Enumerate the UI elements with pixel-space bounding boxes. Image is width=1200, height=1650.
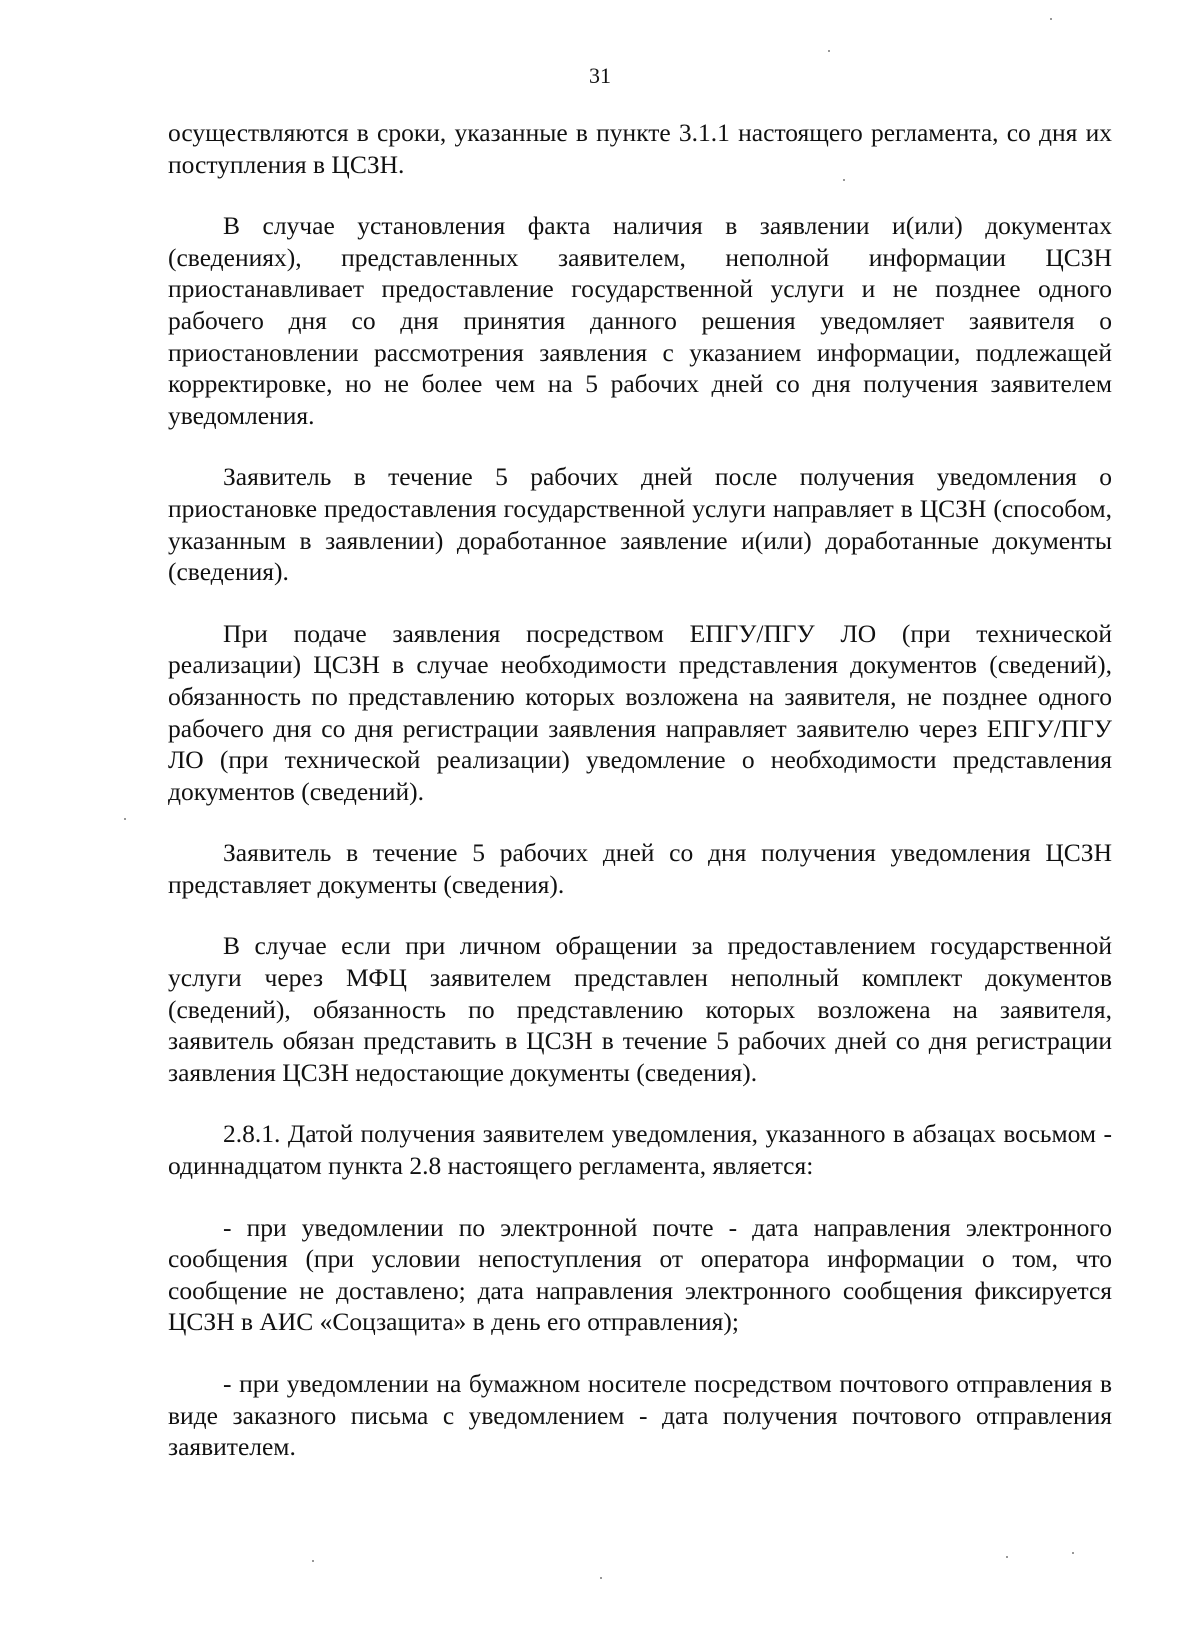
- paragraph-email-notification: - при уведомлении по электронной почте - дата направления электронного сообщения (при условии непоступления от оператора информации о том, что сообщение не доставлено; дата направления электронного сообщения фиксируется ЦСЗН в АИС «Соцзащита» в день его отправления);: [168, 1212, 1112, 1337]
- scan-speck: [1006, 1556, 1008, 1558]
- scan-speck: [843, 179, 845, 181]
- scan-speck: [1050, 18, 1052, 20]
- scan-speck: [312, 1560, 314, 1562]
- scan-speck: [124, 818, 126, 820]
- paragraph-suspension: В случае установления факта наличия в заявлении и(или) документах (сведениях), представленных заявителем, неполной информации ЦСЗН приостанавливает предоставление государственной услуги и не позднее одного рабочего дня со дня принятия данного решения уведомляет заявителя о приостановлении рассмотрения заявления с указанием информации, подлежащей корректировке, но не более чем на 5 рабочих дней со дня получения заявителем уведомления.: [168, 211, 1112, 430]
- scan-speck: [828, 50, 830, 52]
- paragraph-mfc-incomplete: В случае если при личном обращении за предоставлением государственной услуги через МФЦ заявителем представлен неполный комплект документов (сведений), обязанность по представлению которых возложена на заявителя, заявитель обязан представить в ЦСЗН в течение 5 рабочих дней со дня регистрации заявления ЦСЗН недостающие документы (сведения).: [168, 931, 1112, 1087]
- paragraph-applicant-resubmission: Заявитель в течение 5 рабочих дней после получения уведомления о приостановке предоставления государственной услуги направляет в ЦСЗН (способом, указанным в заявлении) доработанное заявление и(или) доработанные документы (сведения).: [168, 462, 1112, 587]
- scan-speck: [1072, 1552, 1074, 1554]
- scan-speck: [600, 1577, 602, 1579]
- paragraph-2-8-1: 2.8.1. Датой получения заявителем уведомления, указанного в абзацах восьмом - одиннадцатом пункта 2.8 настоящего регламента, является:: [168, 1119, 1112, 1181]
- paragraph-applicant-documents: Заявитель в течение 5 рабочих дней со дня получения уведомления ЦСЗН представляет документы (сведения).: [168, 838, 1112, 899]
- paragraph-epgu-notification: При подаче заявления посредством ЕПГУ/ПГУ ЛО (при технической реализации) ЦСЗН в случае необходимости представления документов (сведений), обязанность по представлению которых возложена на заявителя, не позднее одного рабочего дня со дня регистрации заявления направляет заявителю через ЕПГУ/ПГУ ЛО (при технической реализации) уведомление о необходимости представления документов (сведений).: [168, 618, 1112, 806]
- paragraph-paper-notification: - при уведомлении на бумажном носителе посредством почтового отправления в виде заказного письма с уведомлением - дата получения почтового отправления заявителем.: [168, 1369, 1112, 1462]
- page-number: 31: [589, 63, 611, 88]
- document-body: [168, 117, 1112, 1493]
- paragraph-continuation: осуществляются в сроки, указанные в пункте 3.1.1 настоящего регламента, со дня их поступления в ЦСЗН.: [168, 118, 1112, 179]
